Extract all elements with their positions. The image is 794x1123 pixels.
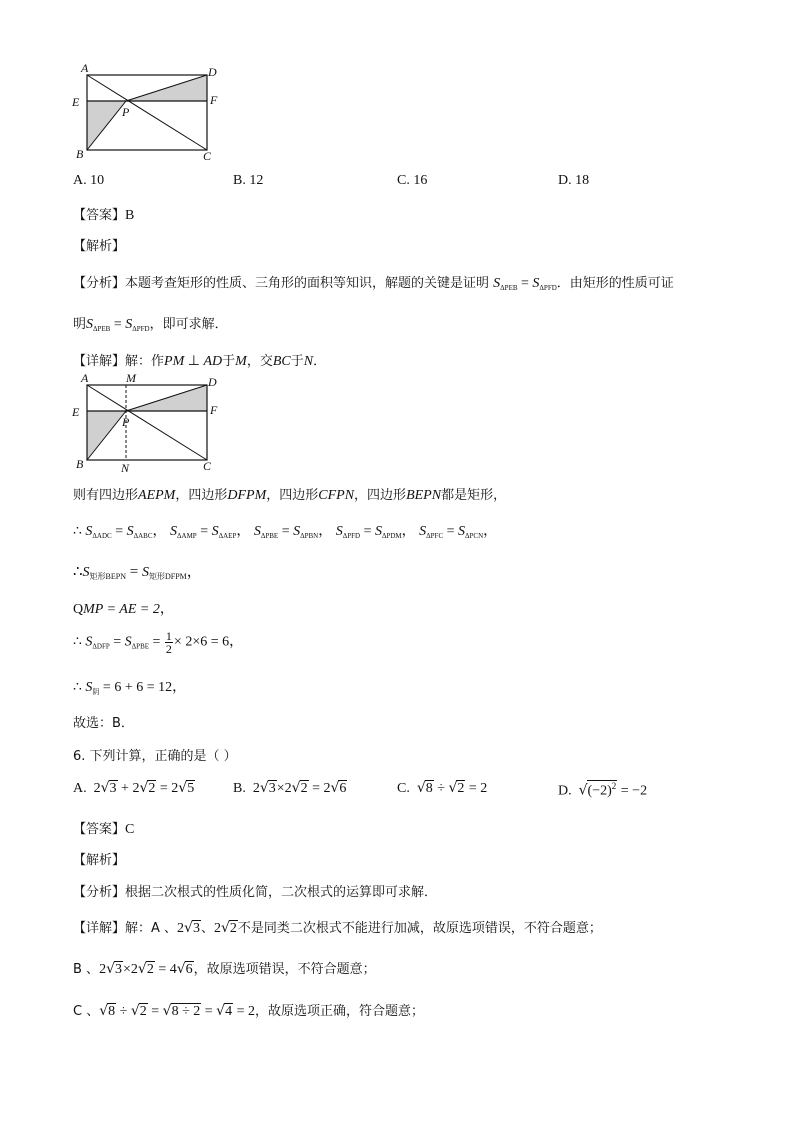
text: ，四边形 <box>266 488 319 503</box>
text: ，故原选项正确，符合题意； <box>255 1004 425 1019</box>
line-area-equalities: ∴ $S_{\Delta ADC} = S_{\Delta ABC}$， $S_{\Delta AMP} = S_{\Delta AEP}$， $S_{\Delta PBE} = S_{\Delta PBN}$， $S_{\Delta PFD} = S_{\Delta PDM}$， $S_{\Delta PFC} = S_{\Delta PCN}$， <box>73 524 498 540</box>
text: 都是矩形， <box>441 488 507 503</box>
q6-detail-a: 【详解】解：A 、2√3、2√2不是同类二次根式不能进行加减，故原选项错误，不符合题意； <box>73 920 602 936</box>
q6-detail-b: B 、2√3×2√2 = 4√6，故原选项错误，不符合题意； <box>73 961 376 977</box>
answer-value: B <box>125 208 135 223</box>
label-e: E <box>72 405 80 419</box>
line-rect-area-equal: $\therefore S_{矩形BEPN} = S_{矩形DFPM}$， <box>73 564 202 581</box>
sub: ΔPFD <box>342 532 361 540</box>
seg-ad: AD <box>203 354 223 369</box>
area-sub: ΔPFD <box>539 284 557 292</box>
sub: 矩形BEPN <box>89 572 126 581</box>
figure-rectangle-2 <box>68 370 228 478</box>
label-m: M <box>126 371 136 385</box>
label: C. <box>397 781 410 796</box>
sub: ΔADC <box>92 532 112 540</box>
label-a: A <box>81 61 89 75</box>
because-symbol: Q <box>73 602 84 617</box>
fenxi-text4: ，即可求解． <box>149 317 228 332</box>
area-symbol: S <box>532 276 540 291</box>
fenxi-text2: ．由矩形的性质可证 <box>556 276 674 291</box>
label: A. <box>73 781 87 796</box>
q5-answer <box>73 204 134 224</box>
detail-yu: 于 <box>222 354 236 369</box>
label-p: P <box>122 105 130 119</box>
text: 不是同类二次根式不能进行加减，故原选项错误，不符合题意； <box>237 921 602 936</box>
area-sub: ΔPFD <box>132 325 150 333</box>
answer-value: C <box>125 822 135 837</box>
detail-text1: 解：作 <box>125 354 165 369</box>
area-symbol: S <box>493 276 501 291</box>
therefore-symbol: ∴ <box>73 634 82 650</box>
line-area-calc: ∴ $S_{\Delta DFP} = S_{\Delta PBE}$ = $\frac{1}{2}$ × 2×6 = 6， <box>73 629 244 656</box>
detail-yu2: 于 <box>290 354 304 369</box>
label-b: B <box>76 457 84 471</box>
text: ，故原选项错误，不符合题意； <box>193 962 376 977</box>
label: D. <box>558 783 572 799</box>
area-symbol: S <box>86 317 94 332</box>
text: ，四边形 <box>354 488 407 503</box>
sub: ΔPBN <box>300 532 319 540</box>
fenxi-tag: 【分析】 <box>73 276 126 291</box>
detail-tag: 【详解】 <box>73 921 126 936</box>
fenxi-text1: 本题考查矩形的性质、三角形的面积等知识，解题的关键是证明 <box>125 276 490 291</box>
q5-option-d: D. 18 <box>558 173 590 188</box>
label-b: B <box>76 147 84 161</box>
label-p: P <box>122 415 130 429</box>
sub: ΔDFP <box>92 642 110 651</box>
label-d: D <box>208 375 217 389</box>
fenxi-text3: 明 <box>73 317 87 332</box>
q6-title: 6. 下列计算，正确的是（ ） <box>73 749 237 764</box>
seg-bc: BC <box>272 354 291 369</box>
q5-fenxi <box>73 272 674 292</box>
detail-end: ． <box>313 354 327 369</box>
q5-option-b: B. 12 <box>233 173 264 188</box>
label-f: F <box>210 93 218 107</box>
therefore-symbol: ∴ <box>73 564 83 580</box>
sub: ΔAEP <box>218 532 237 540</box>
therefore-symbol: ∴ <box>73 524 82 539</box>
point-n: N <box>303 354 314 369</box>
sub: ΔPFC <box>426 532 444 540</box>
fenxi-tag: 【分析】 <box>73 885 126 900</box>
q6-jiexi: 【解析】 <box>73 853 126 868</box>
q6-option-a: A. 2√3 + 2√2 = 2√5 <box>73 780 195 796</box>
q6-option-b: B. 2√3×2√2 = 2√6 <box>233 780 347 796</box>
text: ， <box>172 680 187 695</box>
q6-option-d: D. $√(-2)^2 = -2$ <box>558 781 648 799</box>
area-symbol: S <box>125 317 133 332</box>
q5-detail <box>73 350 326 370</box>
perp-symbol: ⊥ <box>184 354 204 369</box>
text: ， <box>229 634 244 650</box>
q6-fenxi <box>73 881 437 900</box>
area-sub: ΔPEB <box>500 284 518 292</box>
point-m: M <box>235 354 247 369</box>
sub: ΔABC <box>133 532 153 540</box>
label-f: F <box>210 403 218 417</box>
q5-option-a: A. 10 <box>73 173 105 188</box>
text: ， <box>159 602 174 617</box>
equals: = <box>110 317 126 332</box>
fenxi-text: 根据二次根式的性质化简，二次根式的运算即可求解． <box>125 885 438 900</box>
answer-tag: 【答案】 <box>73 208 126 223</box>
quad-bepn: BEPN <box>406 488 442 503</box>
detail-tag: 【详解】 <box>73 354 126 369</box>
expr: = 6 + 6 = 12 <box>99 680 173 695</box>
figure-rectangle-1 <box>68 60 228 168</box>
line-shaded-total: ∴ $S_阴 = 6 + 6 = 12$， <box>73 680 187 696</box>
q5-jiexi: 【解析】 <box>73 239 126 254</box>
sub: ΔPDM <box>381 532 402 540</box>
line-mp-ae <box>73 598 174 618</box>
sub: 阴 <box>92 688 100 696</box>
q5-choose: 故选：B． <box>73 716 134 731</box>
sub: ΔAMP <box>177 532 197 540</box>
label-e: E <box>72 95 80 109</box>
expr: MP = AE = 2 <box>83 602 160 617</box>
q6-option-c: C. √8 ÷ √2 = 2 <box>397 780 488 796</box>
q5-option-c: C. 16 <box>397 173 428 188</box>
label-c: C <box>203 149 212 163</box>
line-rectangles <box>73 484 506 504</box>
label-n: N <box>121 461 130 475</box>
label-c: C <box>203 459 212 473</box>
q5-fenxi-line2 <box>73 313 228 333</box>
expr: × 2×6 = 6 <box>173 634 230 650</box>
therefore-symbol: ∴ <box>73 680 82 695</box>
text: ，四边形 <box>175 488 228 503</box>
label-d: D <box>208 65 217 79</box>
sep: 、 <box>200 921 214 936</box>
sub: ΔPBE <box>260 532 279 540</box>
label: B. <box>233 781 246 796</box>
detail-jiao: ，交 <box>246 354 273 369</box>
q6-detail-c: C 、√8 ÷ √2 = √8 ÷ 2 = √4 = 2，故原选项正确，符合题意； <box>73 1003 425 1019</box>
sub: ΔPBE <box>131 642 150 651</box>
equals: = <box>517 276 533 291</box>
label-a: A <box>81 371 89 385</box>
seg-pm: PM <box>164 354 185 369</box>
quad-cfpn: CFPN <box>318 488 355 503</box>
answer-tag: 【答案】 <box>73 822 126 837</box>
lead: B 、 <box>73 962 100 977</box>
lead: C 、 <box>73 1004 100 1019</box>
text: 则有四边形 <box>73 488 139 503</box>
text: 解：A 、 <box>125 921 178 936</box>
quad-dfpm: DFPM <box>227 488 267 503</box>
sub: ΔPCN <box>465 532 484 540</box>
fraction-one-half: $\frac{1}{2}$ <box>165 629 172 656</box>
q6-answer <box>73 818 134 838</box>
sub: 矩形DFPM <box>148 572 187 581</box>
area-sub: ΔPEB <box>93 325 111 333</box>
quad-aepm: AEPM <box>138 488 176 503</box>
